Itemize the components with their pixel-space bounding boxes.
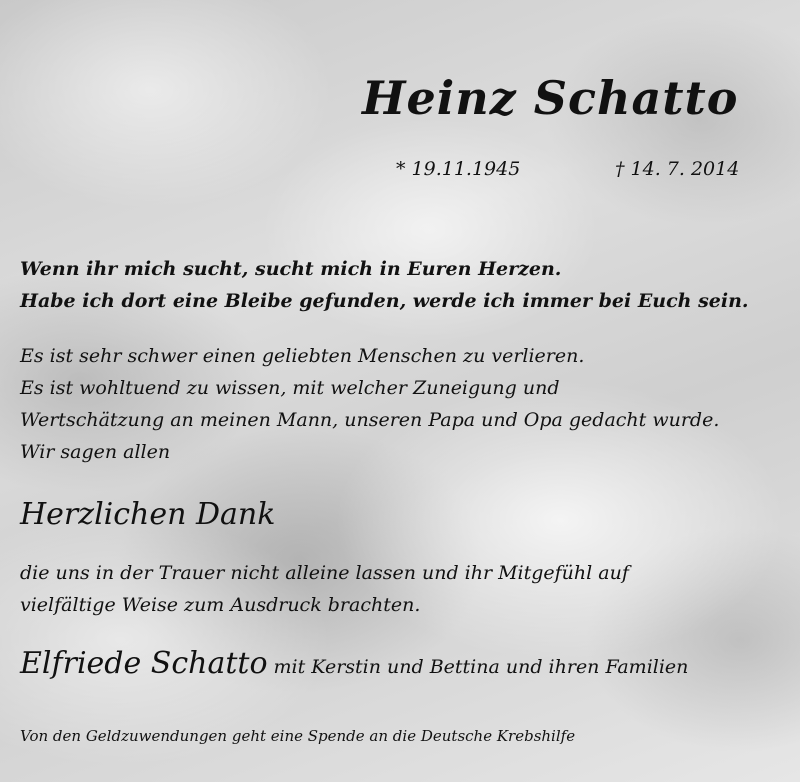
body-line: Wir sagen allen bbox=[20, 441, 171, 463]
body-paragraph bbox=[20, 340, 795, 468]
quote-line: Habe ich dort eine Bleibe gefunden, werde ich immer bei Euch sein. bbox=[20, 290, 749, 312]
family-members: mit Kerstin und Bettina und ihren Familien bbox=[273, 656, 689, 678]
thanks-line: vielfältige Weise zum Ausdruck brachten. bbox=[20, 594, 421, 616]
body-line: Es ist wohltuend zu wissen, mit welcher Zuneigung und bbox=[20, 377, 560, 399]
signature-line bbox=[20, 646, 688, 681]
death-date: † 14. 7. 2014 bbox=[615, 158, 740, 180]
thanks-heading: Herzlichen Dank bbox=[20, 497, 276, 532]
body-line: Es ist sehr schwer einen geliebten Menschen zu verlieren. bbox=[20, 345, 585, 367]
thanks-paragraph bbox=[20, 557, 790, 621]
deceased-name: Heinz Schatto bbox=[362, 71, 739, 125]
quote-line: Wenn ihr mich sucht, sucht mich in Euren Herzen. bbox=[20, 258, 562, 280]
donation-note: Von den Geldzuwendungen geht eine Spende an die Deutsche Krebshilfe bbox=[20, 727, 576, 745]
signer-name: Elfriede Schatto bbox=[20, 646, 268, 681]
memorial-quote bbox=[20, 253, 790, 317]
thanks-line: die uns in der Trauer nicht alleine lassen und ihr Mitgefühl auf bbox=[20, 562, 629, 584]
body-line: Wertschätzung an meinen Mann, unseren Papa und Opa gedacht wurde. bbox=[20, 409, 720, 431]
birth-date: * 19.11.1945 bbox=[396, 158, 521, 180]
